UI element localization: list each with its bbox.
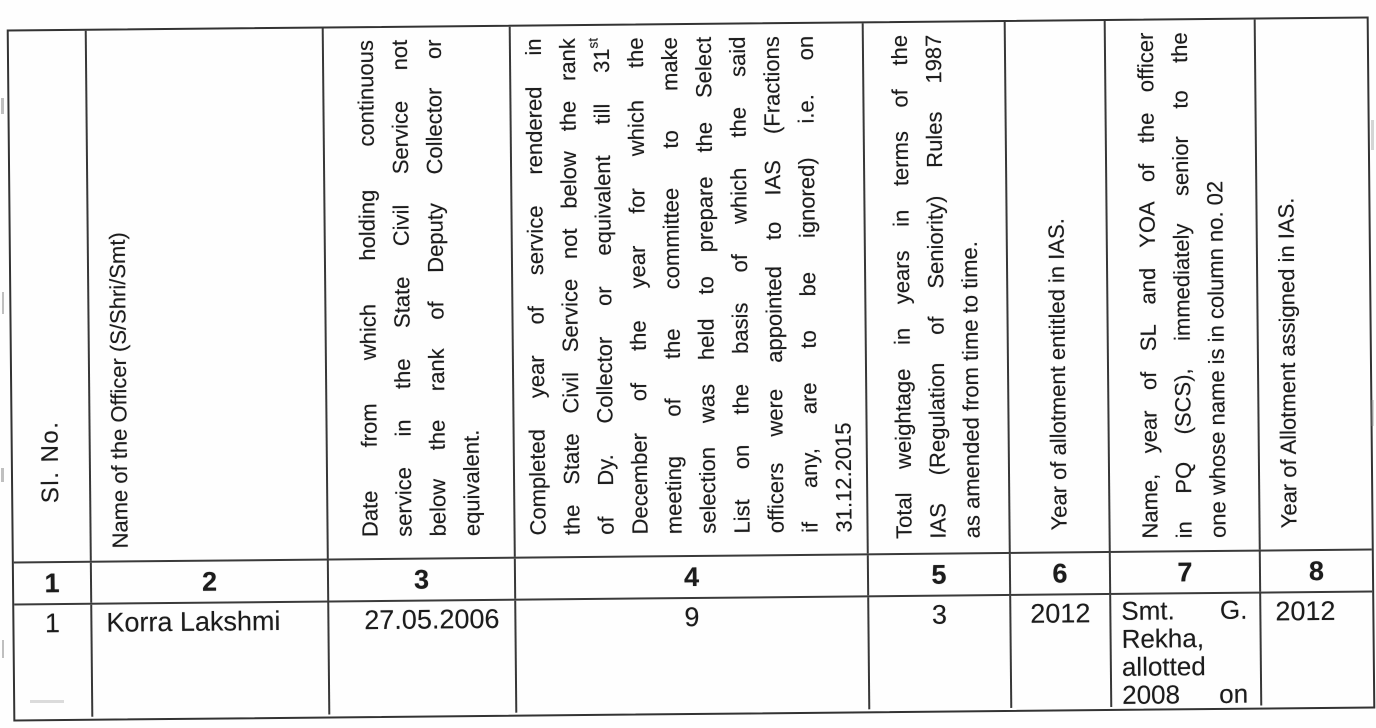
col-header-year-allotment-assigned-text: Year of Allotment assigned in IAS.: [1273, 197, 1302, 529]
cell-sl-no: 1: [14, 605, 93, 718]
col-header-officer-name-text: Name of the Officer (S/Shri/Smt): [104, 232, 133, 549]
scan-noise: [2, 292, 4, 314]
cell-completed-years: 9: [516, 597, 870, 712]
cell-date-holding-service: 27.05.2006: [329, 601, 517, 715]
col-header-officer-name: [87, 29, 329, 561]
column-number: 6: [1011, 553, 1111, 594]
col-header-date-holding-service-text: Date from which holding continuous service in the State Civil Service not below the rank of Deputy Collector or equivalent.: [352, 39, 485, 538]
cell-year-allotment-entitled: 2012: [1011, 595, 1112, 708]
col-header-completed-years-text: Completed year of service rendered in the State Civil Service not below the rank of Dy. Collector or equivalent till 31st December of the year for which the meeting of the committee to make selection was held to prepare the Select List on the basis of which the said officers were appointed to IAS (Fractions if any, are to be ignored) i.e. on 31.12.2015: [520, 35, 857, 536]
column-number: 1: [14, 563, 92, 604]
column-number: 8: [1308, 555, 1325, 586]
col-header-total-weightage: [864, 22, 1011, 553]
col-header-year-allotment-entitled-text: Year of allotment entitled in IAS.: [1043, 218, 1072, 531]
col-header-date-holding-service: [324, 27, 516, 559]
cell-year-allotment-assigned: 2012: [1275, 595, 1336, 627]
col-header-total-weightage-text: Total weightage in years in terms of the IAS (Regulation of Seniority) Rules 1987 as amended from time to time.: [886, 34, 985, 540]
col-header-year-allotment-entitled: [1006, 21, 1111, 552]
col-header-senior-officer-text: Name, year of SL and YOA of the officer in PQ (SCS), immediately senior to the one whose name is in column no. 02: [1132, 32, 1231, 539]
table-header-row: [9, 18, 1372, 563]
col-header-sl-no: [9, 31, 92, 562]
cell-senior-officer-note: Smt. G. Rekha, allotted 2008 on: [1111, 594, 1262, 707]
cell-officer-name: Korra Lakshmi: [92, 602, 330, 716]
column-number: 3: [329, 559, 516, 601]
scan-noise: [1, 468, 4, 482]
column-number: 2: [92, 560, 329, 602]
col-header-year-allotment-assigned: [1256, 18, 1372, 549]
scan-noise: [1371, 120, 1374, 150]
column-number: 7: [1111, 552, 1261, 593]
column-number: 4: [516, 555, 869, 598]
scan-noise: [30, 700, 64, 703]
scan-noise: [1, 98, 4, 114]
scan-noise: [1371, 400, 1374, 426]
col-header-sl-no-text: Sl. No.: [36, 420, 65, 504]
seniority-table: [7, 16, 1376, 721]
col-header-senior-officer: [1106, 20, 1261, 551]
cell-total-weightage: 3: [869, 596, 1012, 709]
col-header-completed-years: [511, 23, 869, 556]
scan-noise: [2, 640, 4, 658]
table-row: [14, 592, 1373, 717]
column-number: 5: [869, 554, 1011, 595]
